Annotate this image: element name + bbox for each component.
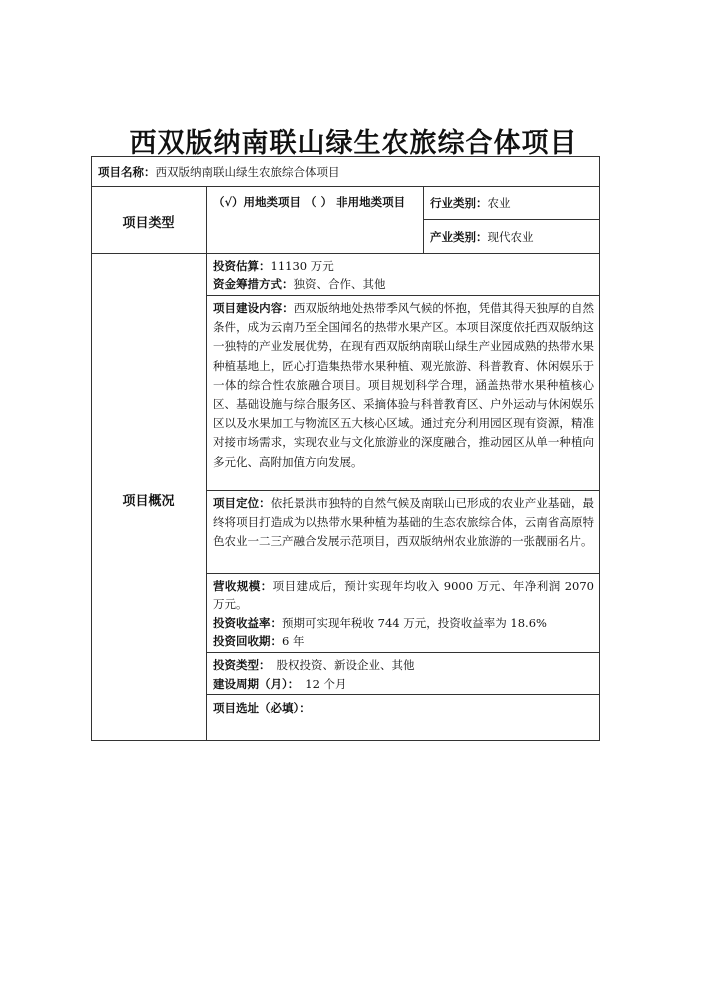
land-use-option: （√）用地类项目 （ ） 非用地类项目 [213, 195, 406, 209]
return-rate-row [213, 614, 547, 633]
sector-row [430, 228, 534, 247]
positioning-label: 项目定位： [213, 496, 271, 510]
investment-type-row [213, 656, 415, 675]
financing-label: 资金筹措方式： [213, 277, 294, 291]
site-label: 项目选址（必填）： [213, 701, 311, 715]
financing-row [213, 275, 386, 294]
row-divider [206, 573, 600, 574]
return-rate-label: 投资收益率： [213, 616, 282, 630]
site-row [213, 699, 311, 718]
positioning-value: 依托景洪市独特的自然气候及南联山已形成的农业产业基础，最终将项目打造成为以热带水果种植为基础的生态农旅综合体，云南省高原特色农业一二三产融合发展示范项目，西双版纳州农业旅游的一张靓丽名片。 [213, 496, 594, 549]
column-divider [423, 186, 424, 253]
operation-value: 项目建成后，预计实现年均收入 9000 万元、年净利润 2070 万元。 [213, 579, 594, 611]
construction-value: 西双版纳地处热带季风气候的怀抱，凭借其得天独厚的自然条件，成为云南乃至全国闻名的热带水果产区。本项目深度依托西双版纳这一独特的产业发展优势，在现有西双版纳南联山绿生产业园成熟的热带水果种植基地上，匠心打造集热带水果种植、观光旅游、科普教育、休闲娱乐于一体的综合性农旅融合项目。项目规划科学合理，涵盖热带水果种植核心区、基础设施与综合服务区、采摘体验与科普教育区、户外运动与休闲娱乐区以及水果加工与物流区五大核心区域。通过充分利用园区现有资源，精准对接市场需求，实现农业与文化旅游业的深度融合，推动园区从单一种植向多元化、高附加值方向发展。 [213, 301, 594, 469]
row-divider [423, 219, 600, 220]
period-row [213, 675, 347, 694]
row-divider [206, 295, 600, 296]
sector-value: 现代农业 [487, 230, 534, 244]
period-value: 12 个月 [305, 677, 347, 691]
project-name-value: 西双版纳南联山绿生农旅综合体项目 [155, 165, 340, 179]
investment-row [213, 257, 334, 276]
row-divider [91, 253, 600, 254]
row-divider [206, 694, 600, 695]
investment-type-value: 股权投资、新设企业、其他 [276, 658, 415, 672]
row-divider [91, 186, 600, 187]
payback-label: 投资回收期： [213, 634, 282, 648]
project-type-header: 项目类型 [122, 216, 175, 231]
industry-value: 农业 [487, 196, 511, 210]
industry-row [430, 194, 511, 213]
project-name-label: 项目名称： [98, 165, 156, 179]
overview-header: 项目概况 [122, 494, 175, 509]
construction-label: 项目建设内容： [213, 301, 294, 315]
return-rate-value: 预期可实现年税收 744 万元，投资收益率为 18.6% [282, 616, 547, 630]
period-label: 建设周期（月）： [213, 677, 300, 691]
operation-content [213, 577, 594, 613]
investment-value: 11130 万元 [270, 259, 334, 273]
financing-value: 独资、合作、其他 [293, 277, 386, 291]
positioning-content [213, 494, 594, 552]
project-name-row [98, 163, 340, 182]
row-divider [206, 490, 600, 491]
payback-value: 6 年 [282, 634, 305, 648]
construction-content [213, 299, 594, 472]
page-title: 西双版纳南联山绿生农旅综合体项目 [129, 128, 578, 159]
investment-label: 投资估算： [213, 259, 271, 273]
column-divider [206, 186, 207, 741]
industry-label: 行业类别： [430, 196, 488, 210]
investment-type-label: 投资类型： [213, 658, 271, 672]
row-divider [206, 652, 600, 653]
sector-label: 产业类别： [430, 230, 488, 244]
payback-row [213, 632, 304, 651]
operation-label: 营收规模： [213, 579, 273, 593]
